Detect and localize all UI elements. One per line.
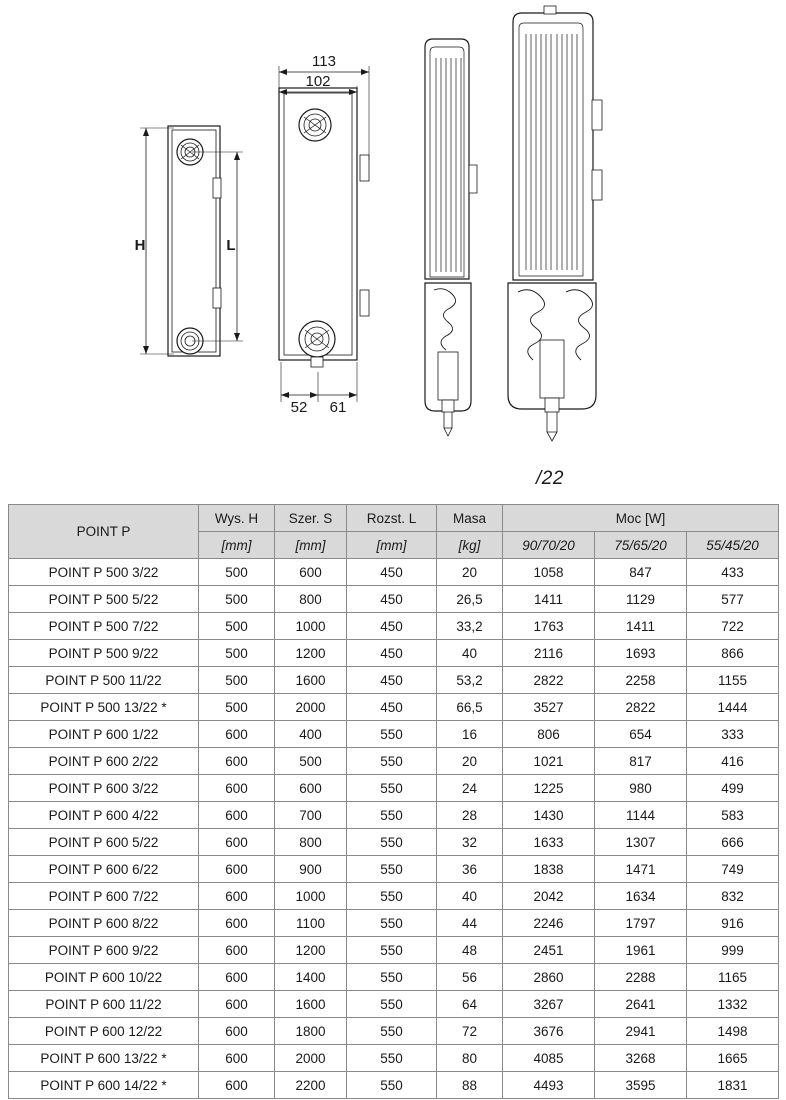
cell-szer-s: 900: [275, 856, 347, 883]
cell-rozst-l: 550: [347, 721, 437, 748]
table-body: [9, 559, 779, 1099]
cell-masa: 80: [437, 1045, 503, 1072]
cell-rozst-l: 550: [347, 775, 437, 802]
header-wys-h: Wys. H: [199, 505, 275, 532]
cell-szer-s: 800: [275, 829, 347, 856]
cell-model: POINT P 600 14/22 *: [9, 1072, 199, 1099]
cell-szer-s: 500: [275, 748, 347, 775]
cell-moc-75-65-20: 1411: [595, 613, 687, 640]
cell-moc-75-65-20: 2258: [595, 667, 687, 694]
cell-rozst-l: 550: [347, 1018, 437, 1045]
cell-masa: 72: [437, 1018, 503, 1045]
cell-rozst-l: 550: [347, 829, 437, 856]
cell-model: POINT P 600 12/22: [9, 1018, 199, 1045]
cell-model: POINT P 600 13/22 *: [9, 1045, 199, 1072]
cell-moc-90-70-20: 2042: [503, 883, 595, 910]
cell-wys-h: 500: [199, 559, 275, 586]
cell-model: POINT P 500 3/22: [9, 559, 199, 586]
spec-table-container: [8, 504, 778, 1099]
cell-rozst-l: 550: [347, 937, 437, 964]
cell-masa: 36: [437, 856, 503, 883]
cell-rozst-l: 550: [347, 856, 437, 883]
cell-masa: 66,5: [437, 694, 503, 721]
cell-masa: 53,2: [437, 667, 503, 694]
cell-wys-h: 500: [199, 640, 275, 667]
spec-table: [8, 504, 779, 1099]
cell-moc-75-65-20: 1961: [595, 937, 687, 964]
header-szer-s: Szer. S: [275, 505, 347, 532]
cell-model: POINT P 500 11/22: [9, 667, 199, 694]
cell-moc-55-45-20: 433: [687, 559, 779, 586]
cell-moc-90-70-20: 4493: [503, 1072, 595, 1099]
cell-szer-s: 2200: [275, 1072, 347, 1099]
cell-moc-90-70-20: 1058: [503, 559, 595, 586]
dimension-H: H: [134, 237, 146, 254]
cell-moc-75-65-20: 2941: [595, 1018, 687, 1045]
cell-model: POINT P 600 10/22: [9, 964, 199, 991]
cell-szer-s: 1600: [275, 667, 347, 694]
dimension-61: 61: [329, 399, 347, 416]
table-row: [9, 883, 779, 910]
cell-model: POINT P 600 7/22: [9, 883, 199, 910]
cell-wys-h: 600: [199, 991, 275, 1018]
cell-wys-h: 500: [199, 586, 275, 613]
cell-moc-75-65-20: 654: [595, 721, 687, 748]
cell-rozst-l: 450: [347, 559, 437, 586]
cell-moc-90-70-20: 3527: [503, 694, 595, 721]
cell-moc-55-45-20: 1332: [687, 991, 779, 1018]
cell-masa: 88: [437, 1072, 503, 1099]
cell-moc-90-70-20: 3267: [503, 991, 595, 1018]
cell-szer-s: 800: [275, 586, 347, 613]
cell-model: POINT P 500 7/22: [9, 613, 199, 640]
cell-rozst-l: 550: [347, 991, 437, 1018]
cell-wys-h: 500: [199, 613, 275, 640]
cell-masa: 40: [437, 640, 503, 667]
cell-wys-h: 600: [199, 748, 275, 775]
section-view-narrow: [425, 39, 477, 436]
cell-moc-75-65-20: 847: [595, 559, 687, 586]
cell-moc-75-65-20: 980: [595, 775, 687, 802]
cell-masa: 44: [437, 910, 503, 937]
cell-szer-s: 600: [275, 775, 347, 802]
cell-wys-h: 600: [199, 856, 275, 883]
table-row: [9, 667, 779, 694]
header-model: POINT P: [9, 505, 199, 559]
cell-szer-s: 1200: [275, 937, 347, 964]
cell-wys-h: 600: [199, 937, 275, 964]
cell-moc-75-65-20: 2822: [595, 694, 687, 721]
cell-moc-90-70-20: 1763: [503, 613, 595, 640]
cell-masa: 28: [437, 802, 503, 829]
cell-rozst-l: 550: [347, 1045, 437, 1072]
cell-moc-55-45-20: 666: [687, 829, 779, 856]
cell-rozst-l: 450: [347, 613, 437, 640]
table-row: [9, 829, 779, 856]
header-masa: Masa: [437, 505, 503, 532]
cell-wys-h: 500: [199, 694, 275, 721]
cell-moc-55-45-20: 916: [687, 910, 779, 937]
cell-masa: 48: [437, 937, 503, 964]
cell-moc-90-70-20: 806: [503, 721, 595, 748]
cell-rozst-l: 550: [347, 883, 437, 910]
cell-wys-h: 600: [199, 1018, 275, 1045]
cell-rozst-l: 450: [347, 667, 437, 694]
cell-moc-75-65-20: 1129: [595, 586, 687, 613]
cell-rozst-l: 550: [347, 748, 437, 775]
table-row: [9, 559, 779, 586]
cell-moc-90-70-20: 2822: [503, 667, 595, 694]
cell-moc-90-70-20: 3676: [503, 1018, 595, 1045]
cell-moc-75-65-20: 3595: [595, 1072, 687, 1099]
cell-moc-55-45-20: 1498: [687, 1018, 779, 1045]
cell-moc-90-70-20: 2451: [503, 937, 595, 964]
cell-rozst-l: 550: [347, 910, 437, 937]
cell-moc-55-45-20: 1665: [687, 1045, 779, 1072]
cell-wys-h: 500: [199, 667, 275, 694]
cell-moc-90-70-20: 4085: [503, 1045, 595, 1072]
cell-moc-55-45-20: 1444: [687, 694, 779, 721]
cell-moc-90-70-20: 1225: [503, 775, 595, 802]
cell-szer-s: 400: [275, 721, 347, 748]
cell-moc-55-45-20: 1831: [687, 1072, 779, 1099]
cell-szer-s: 700: [275, 802, 347, 829]
cell-wys-h: 600: [199, 1045, 275, 1072]
cell-model: POINT P 500 13/22 *: [9, 694, 199, 721]
cell-moc-75-65-20: 1144: [595, 802, 687, 829]
unit-szer-s: [mm]: [275, 532, 347, 559]
table-row: [9, 856, 779, 883]
cell-masa: 32: [437, 829, 503, 856]
table-row: [9, 1045, 779, 1072]
cell-moc-75-65-20: 2288: [595, 964, 687, 991]
cell-rozst-l: 450: [347, 586, 437, 613]
header-moc: Moc [W]: [503, 505, 779, 532]
cell-model: POINT P 600 2/22: [9, 748, 199, 775]
cell-model: POINT P 600 1/22: [9, 721, 199, 748]
cell-moc-55-45-20: 832: [687, 883, 779, 910]
front-view-large: [279, 66, 369, 402]
cell-moc-90-70-20: 1411: [503, 586, 595, 613]
cell-wys-h: 600: [199, 802, 275, 829]
table-head: [9, 505, 779, 559]
cell-moc-75-65-20: 1797: [595, 910, 687, 937]
cell-model: POINT P 500 9/22: [9, 640, 199, 667]
cell-moc-55-45-20: 1155: [687, 667, 779, 694]
unit-rozst-l: [mm]: [347, 532, 437, 559]
cell-moc-75-65-20: 1693: [595, 640, 687, 667]
table-row: [9, 937, 779, 964]
cell-moc-90-70-20: 1021: [503, 748, 595, 775]
cell-rozst-l: 550: [347, 964, 437, 991]
cell-szer-s: 1000: [275, 883, 347, 910]
cell-wys-h: 600: [199, 829, 275, 856]
cell-rozst-l: 450: [347, 640, 437, 667]
dimension-113: 113: [312, 53, 336, 70]
table-row: [9, 640, 779, 667]
cell-moc-90-70-20: 2246: [503, 910, 595, 937]
cell-moc-90-70-20: 2860: [503, 964, 595, 991]
header-rozst-l: Rozst. L: [347, 505, 437, 532]
cell-model: POINT P 600 11/22: [9, 991, 199, 1018]
dimension-52: 52: [290, 399, 308, 416]
cell-moc-75-65-20: 1471: [595, 856, 687, 883]
section-view-wide: [508, 6, 602, 441]
cell-szer-s: 1800: [275, 1018, 347, 1045]
header-moc-90-70-20: 90/70/20: [503, 532, 595, 559]
table-row: [9, 1072, 779, 1099]
variant-label: /22: [536, 468, 564, 489]
cell-wys-h: 600: [199, 1072, 275, 1099]
cell-moc-90-70-20: 1430: [503, 802, 595, 829]
cell-szer-s: 1000: [275, 613, 347, 640]
unit-wys-h: [mm]: [199, 532, 275, 559]
cell-moc-90-70-20: 1633: [503, 829, 595, 856]
cell-moc-75-65-20: 2641: [595, 991, 687, 1018]
cell-szer-s: 1100: [275, 910, 347, 937]
cell-wys-h: 600: [199, 883, 275, 910]
cell-rozst-l: 550: [347, 802, 437, 829]
cell-moc-90-70-20: 1838: [503, 856, 595, 883]
cell-model: POINT P 600 8/22: [9, 910, 199, 937]
technical-drawing: [0, 0, 786, 500]
cell-model: POINT P 600 5/22: [9, 829, 199, 856]
cell-masa: 20: [437, 559, 503, 586]
cell-model: POINT P 600 6/22: [9, 856, 199, 883]
cell-moc-55-45-20: 999: [687, 937, 779, 964]
cell-wys-h: 600: [199, 964, 275, 991]
cell-moc-75-65-20: 1307: [595, 829, 687, 856]
dimension-L: L: [226, 237, 236, 254]
cell-szer-s: 2000: [275, 1045, 347, 1072]
cell-model: POINT P 600 9/22: [9, 937, 199, 964]
cell-masa: 24: [437, 775, 503, 802]
cell-wys-h: 600: [199, 721, 275, 748]
table-row: [9, 802, 779, 829]
cell-moc-55-45-20: 866: [687, 640, 779, 667]
table-row: [9, 775, 779, 802]
cell-szer-s: 600: [275, 559, 347, 586]
cell-masa: 56: [437, 964, 503, 991]
cell-moc-55-45-20: 583: [687, 802, 779, 829]
radiator-drawing-svg: [0, 0, 786, 500]
cell-szer-s: 1400: [275, 964, 347, 991]
cell-moc-55-45-20: 333: [687, 721, 779, 748]
cell-moc-90-70-20: 2116: [503, 640, 595, 667]
table-row: [9, 1018, 779, 1045]
cell-szer-s: 1200: [275, 640, 347, 667]
table-row: [9, 964, 779, 991]
cell-moc-55-45-20: 722: [687, 613, 779, 640]
table-row: [9, 694, 779, 721]
cell-masa: 26,5: [437, 586, 503, 613]
header-moc-75-65-20: 75/65/20: [595, 532, 687, 559]
cell-moc-55-45-20: 416: [687, 748, 779, 775]
unit-masa: [kg]: [437, 532, 503, 559]
table-row: [9, 613, 779, 640]
table-row: [9, 910, 779, 937]
cell-wys-h: 600: [199, 775, 275, 802]
table-row: [9, 721, 779, 748]
cell-moc-55-45-20: 1165: [687, 964, 779, 991]
table-row: [9, 748, 779, 775]
cell-moc-75-65-20: 1634: [595, 883, 687, 910]
cell-model: POINT P 500 5/22: [9, 586, 199, 613]
cell-masa: 20: [437, 748, 503, 775]
cell-rozst-l: 450: [347, 694, 437, 721]
cell-szer-s: 1600: [275, 991, 347, 1018]
cell-masa: 33,2: [437, 613, 503, 640]
cell-szer-s: 2000: [275, 694, 347, 721]
cell-rozst-l: 550: [347, 1072, 437, 1099]
cell-moc-75-65-20: 817: [595, 748, 687, 775]
table-row: [9, 991, 779, 1018]
table-row: [9, 586, 779, 613]
cell-masa: 64: [437, 991, 503, 1018]
cell-wys-h: 600: [199, 910, 275, 937]
cell-moc-55-45-20: 577: [687, 586, 779, 613]
cell-moc-55-45-20: 749: [687, 856, 779, 883]
cell-model: POINT P 600 3/22: [9, 775, 199, 802]
cell-masa: 40: [437, 883, 503, 910]
cell-moc-75-65-20: 3268: [595, 1045, 687, 1072]
cell-moc-55-45-20: 499: [687, 775, 779, 802]
header-row-main: [9, 505, 779, 532]
cell-model: POINT P 600 4/22: [9, 802, 199, 829]
cell-masa: 16: [437, 721, 503, 748]
header-moc-55-45-20: 55/45/20: [687, 532, 779, 559]
dimension-102: 102: [305, 73, 331, 90]
